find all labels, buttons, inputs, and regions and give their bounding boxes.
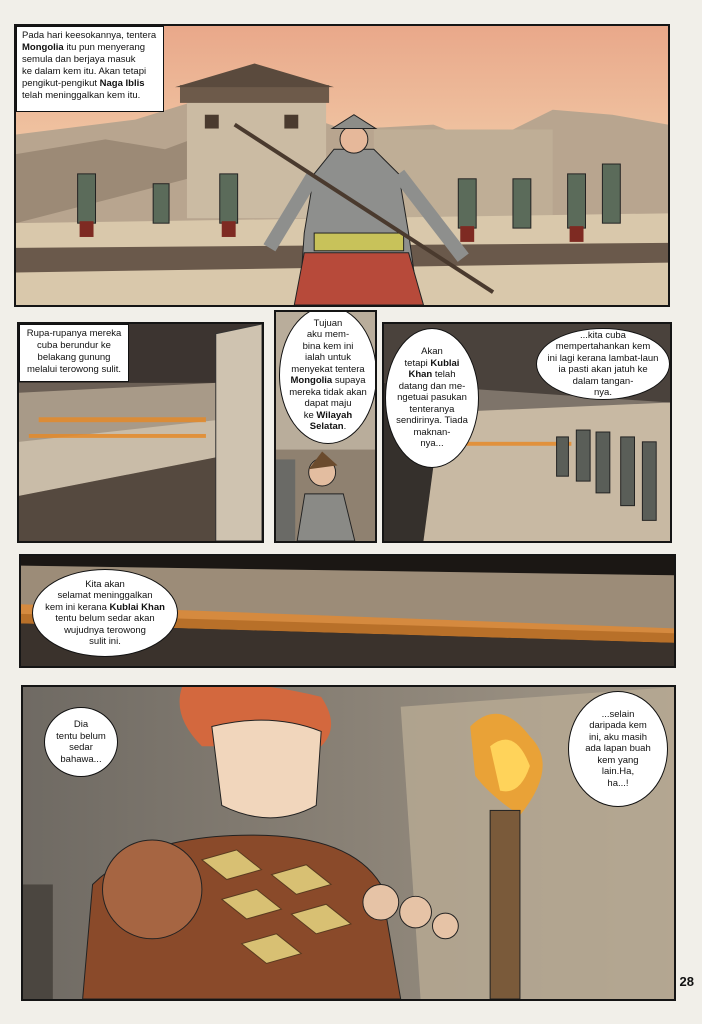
panel-4-army-march xyxy=(382,322,672,543)
text-line: Selatan. xyxy=(309,421,347,432)
text-line: Mongolia itu pun menyerang xyxy=(22,42,146,53)
panel-6-naga-iblis-torch xyxy=(21,685,676,1001)
speech-bubble xyxy=(568,691,668,807)
speech-bubble xyxy=(385,328,479,468)
text-line: sendirinya. Tiada xyxy=(396,415,468,427)
bold-name: Selatan xyxy=(309,421,344,432)
text-line: tentu belum xyxy=(56,730,106,742)
text-line: Rupa-rupanya mereka xyxy=(26,328,122,339)
text-line: selamat meninggalkan xyxy=(57,590,153,601)
bubble-text xyxy=(585,709,651,790)
text-line: ia pasti akan jatuh ke xyxy=(558,364,648,375)
panel-2-tunnel-retreat xyxy=(17,322,264,543)
text-line: dalam tangan- xyxy=(572,375,634,387)
text-line: datang dan me- xyxy=(398,380,466,392)
text-line: Pada hari keesokannya, tentera xyxy=(22,30,157,41)
bold-name: Khan xyxy=(408,369,433,381)
text-line: daripada kem xyxy=(589,720,647,732)
text-line: nya. xyxy=(594,387,612,398)
text-line: kem ini kerana Kublai Khan xyxy=(45,601,165,613)
bold-name: Kublai xyxy=(430,357,460,369)
speech-bubble xyxy=(536,328,670,400)
text-line: ha...! xyxy=(607,777,629,789)
bold-name: Naga Iblis xyxy=(99,78,145,89)
panel-1-fortress-attack xyxy=(14,24,670,307)
text-line: tenteranya xyxy=(409,403,455,415)
bold-name: Kublai Khan xyxy=(109,601,165,613)
text-line: lain.Ha, xyxy=(601,766,635,778)
text-line: Dia xyxy=(73,719,89,730)
text-line: ialah untuk xyxy=(305,352,351,363)
text-line: mempertahankan kem xyxy=(555,341,651,352)
text-line: nya... xyxy=(420,438,444,450)
text-line: dapat maju xyxy=(304,398,352,409)
text-line: Tujuan xyxy=(313,317,343,329)
text-line: ke Wilayah xyxy=(303,409,353,421)
text-line: mereka tidak akan xyxy=(289,386,367,398)
text-line: Akan xyxy=(421,346,443,358)
speech-bubble xyxy=(44,707,118,777)
text-line: belakang gunung xyxy=(37,352,111,363)
text-line: ini, aku masih xyxy=(588,731,648,743)
text-line: bina kem ini xyxy=(302,340,354,352)
bubble-text xyxy=(56,719,106,765)
text-line: ada lapan buah xyxy=(585,743,651,755)
text-line: ...selain xyxy=(601,708,635,720)
text-line: cuba berundur ke xyxy=(37,340,111,351)
text-line: sulit ini. xyxy=(89,636,121,647)
text-line: tetapi Kublai xyxy=(404,357,460,369)
page-number: 28 xyxy=(679,974,694,989)
text-line: ke dalam kem itu. Akan tetapi xyxy=(22,66,147,77)
text-line: bahawa... xyxy=(60,753,102,765)
text-line: semula dan berjaya masuk xyxy=(22,54,136,65)
text-line: telah meninggalkan kem itu. xyxy=(22,90,141,101)
bold-name: Mongolia xyxy=(22,42,64,53)
bubble-text xyxy=(396,346,468,450)
text-line: Kita akan xyxy=(85,578,125,590)
text-line: ...kita cuba xyxy=(580,329,626,341)
bubble-text xyxy=(548,330,659,399)
text-line: pengikut-pengikut Naga Iblis xyxy=(22,78,145,89)
text-line: menyekat tentera xyxy=(291,363,365,375)
text-line: melalui terowong sulit. xyxy=(27,364,121,375)
panel-5-tunnel-column xyxy=(19,554,676,668)
text-line: ini lagi kerana lambat-laun xyxy=(547,352,659,364)
text-line: kem yang xyxy=(597,754,639,766)
caption-text xyxy=(25,328,123,376)
text-line: aku mem- xyxy=(306,329,350,340)
text-line: ngetuai pasukan xyxy=(397,392,467,404)
panel-3-young-soldier xyxy=(274,310,377,543)
bold-name: Mongolia xyxy=(290,375,333,386)
speech-bubble xyxy=(32,569,178,657)
text-line: wujudnya terowong xyxy=(64,624,146,636)
text-line: Khan telah xyxy=(408,369,456,381)
bubble-text xyxy=(289,318,367,433)
speech-bubble xyxy=(279,310,377,444)
narration-caption xyxy=(16,26,164,112)
bubble-text xyxy=(45,579,165,648)
text-line: Mongolia supaya xyxy=(290,375,366,386)
bold-name: Wilayah xyxy=(316,409,353,421)
text-line: sedar xyxy=(69,742,93,753)
caption-text xyxy=(22,30,158,102)
text-line: tentu belum sedar akan xyxy=(55,613,155,624)
text-line: maknan- xyxy=(413,426,451,438)
narration-caption xyxy=(19,324,129,382)
